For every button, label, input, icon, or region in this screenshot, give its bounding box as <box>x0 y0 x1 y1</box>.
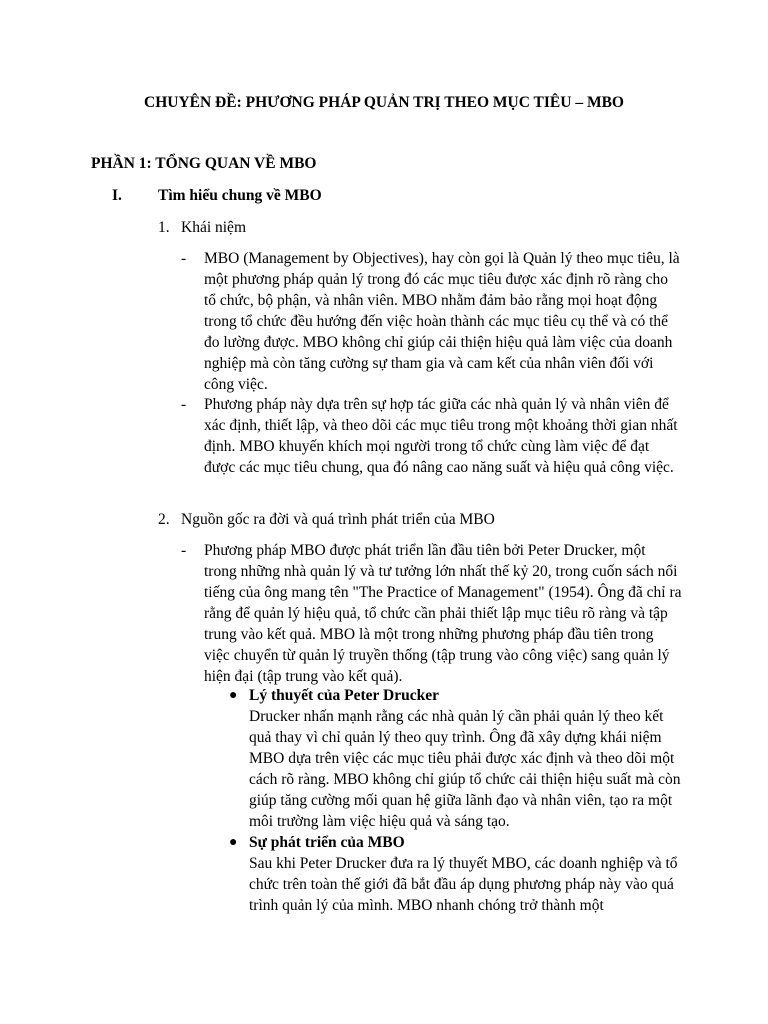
bullet-item <box>249 685 683 832</box>
bullet-heading: Lý thuyết của Peter Drucker <box>249 687 439 704</box>
subsection-number: 2. <box>158 511 170 528</box>
document-title: CHUYÊN ĐỀ: PHƯƠNG PHÁP QUẢN TRỊ THEO MỤC TIÊU – MBO <box>144 94 624 111</box>
bullet-text: Sau khi Peter Drucker đưa ra lý thuyết MBO, các doanh nghiệp và tổ chức trên toàn thế giới đã bắt đầu áp dụng phương pháp này vào quá trình quản lý của mình. MBO nhanh chóng trở thành một <box>249 855 678 914</box>
paragraph: Phương pháp MBO được phát triển lần đầu tiên bởi Peter Drucker, một trong những nhà quản lý và tư tưởng lớn nhất thế kỷ 20, trong cuốn sách nổi tiếng của ông mang tên "The Practice of Management" (1954). Ông đã chỉ ra rằng để quản lý hiệu quả, tổ chức cần phải thiết lập mục tiêu rõ ràng và tập trung vào kết quả. MBO là một trong những phương pháp đầu tiên trong việc chuyển từ quản lý truyền thống (tập trung vào công việc) sang quản lý hiện đại (tập trung vào kết quả). <box>204 542 682 685</box>
bullet-heading: Sự phát triển của MBO <box>249 834 405 851</box>
bullet-text: Drucker nhấn mạnh rằng các nhà quản lý cần phải quản lý theo kết quả thay vì chỉ quản lý theo quy trình. Ông đã xây dựng khái niệm MBO dựa trên việc các mục tiêu phải được xác định và theo dõi một cách rõ ràng. MBO không chỉ giúp tổ chức cải thiện hiệu suất mà còn giúp tăng cường mối quan hệ giữa lãnh đạo và nhân viên, tạo ra một môi trường làm việc hiệu quả và sáng tạo. <box>249 708 681 830</box>
part-heading: PHẦN 1: TỔNG QUAN VỀ MBO <box>91 155 317 172</box>
dash-marker: - <box>181 396 187 413</box>
dash-marker: - <box>181 542 187 559</box>
section-number: I. <box>112 187 122 204</box>
bullet-dot-icon: ● <box>229 688 238 703</box>
subsection-title: Khái niệm <box>181 219 246 236</box>
dash-marker: - <box>181 250 187 267</box>
bullet-dot-icon: ● <box>229 835 238 850</box>
paragraph: MBO (Management by Objectives), hay còn gọi là Quản lý theo mục tiêu, là một phương pháp quản lý trong đó các mục tiêu được xác định rõ ràng cho tổ chức, bộ phận, và nhân viên. MBO nhằm đảm bảo rằng mọi hoạt động trong tổ chức đều hướng đến việc hoàn thành các mục tiêu cụ thể và có thể đo lường được. MBO không chỉ giúp cải thiện hiệu quả làm việc của doanh nghiệp mà còn tăng cường sự tham gia và cam kết của nhân viên đối với công việc. <box>204 250 680 393</box>
bullet-item <box>249 832 683 916</box>
subsection-title: Nguồn gốc ra đời và quá trình phát triển của MBO <box>181 511 495 528</box>
subsection-number: 1. <box>158 219 170 236</box>
section-title: Tìm hiểu chung về MBO <box>158 187 322 204</box>
paragraph: Phương pháp này dựa trên sự hợp tác giữa các nhà quản lý và nhân viên để xác định, thiết lập, và theo dõi các mục tiêu trong một khoảng thời gian nhất định. MBO khuyến khích mọi người trong tổ chức cùng làm việc để đạt được các mục tiêu chung, qua đó nâng cao năng suất và hiệu quả công việc. <box>204 396 678 476</box>
